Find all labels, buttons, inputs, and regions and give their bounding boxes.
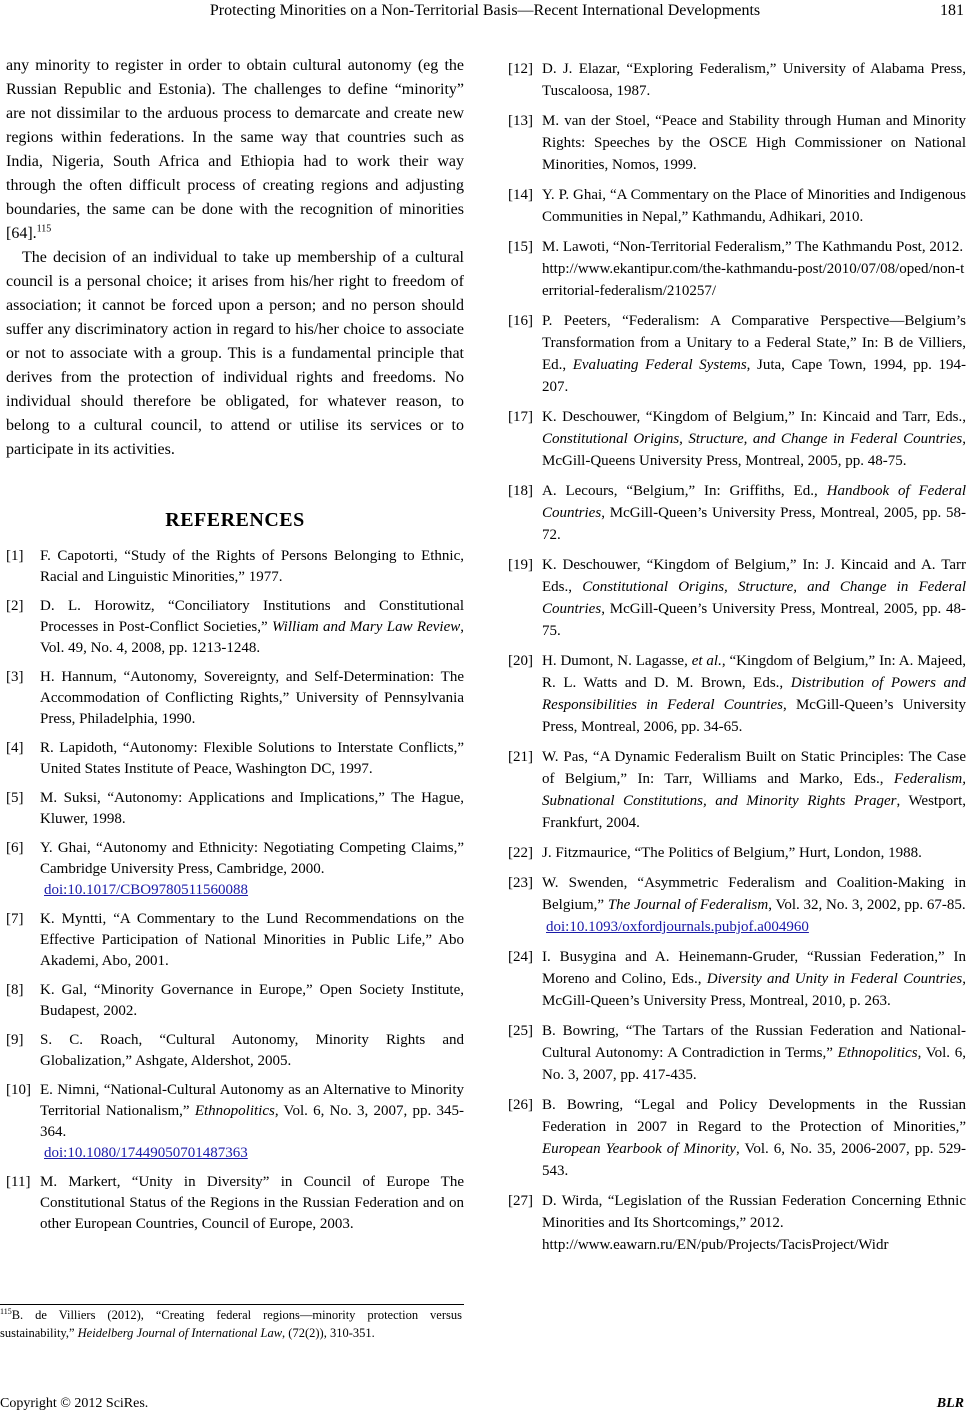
reference-item: [12] D. J. Elazar, “Exploring Federalism,” University of Alabama Press, Tuscaloosa, 1987.	[508, 61, 966, 99]
copyright-notice: Copyright © 2012 SciRes.	[0, 1396, 149, 1411]
running-header	[0, 2, 970, 26]
reference-item: [24] I. Busygina and A. Heinemann-Gruder, “Russian Federation,” In Moreno and Colino, Eds., Diversity and Unity in Federal Countries, McGill-Queen’s University Press, Montreal, 2010, p. 263.	[508, 949, 966, 1009]
reference-item: [3] H. Hannum, “Autonomy, Sovereignty, and Self-Determination: The Accommodation of Conflicting Rights,” University of Pennsylvania Press, Philadelphia, 1990.	[6, 669, 464, 727]
reference-item: [20] H. Dumont, N. Lagasse, et al., “Kingdom of Belgium,” In: A. Majeed, R. L. Watts and D. M. Brown, Eds., Distribution of Powers and Responsibilities in Federal Countries, McGill-Queen’s University Press, Montreal, 2006, pp. 34-65.	[508, 653, 967, 735]
journal-abbrev: BLR	[936, 1396, 964, 1411]
reference-item: [23] W. Swenden, “Asymmetric Federalism and Coalition-Making in Belgium,” The Journal of Federalism, Vol. 32, No. 3, 2002, pp. 67-85. doi:10.1093/oxfordjournals.pubjof.a004960	[508, 872, 966, 938]
reference-item: [7] K. Myntti, “A Commentary to the Lund Recommendations on the Effective Participation of National Minorities in Public Life,” Abo Akademi, Abo, 2001.	[6, 911, 464, 969]
body-paragraph-2: The decision of an individual to take up membership of a cultural council is a personal choice; it arises from his/her right to freedom of association; it cannot be forced upon a person; and no person should suffer any discriminatory action in regard to his/her choice to associate or not to associate with a group. This is a fundamental principle that derives from the protection of individual rights and freedoms. No individual should therefore be obligated, for whatever reason, to belong to a cultural council, to attend or utilise its services or to participate in its activities.	[6, 249, 464, 458]
reference-item: [11] M. Markert, “Unity in Diversity” in Council of Europe The Constitutional Status of the Regions in the Russian Federation and on other European Countries, Council of Europe, 2003.	[6, 1174, 464, 1232]
doi-link[interactable]: doi:10.1093/oxfordjournals.pubjof.a004960	[546, 919, 809, 935]
url-text: http://www.ekantipur.com/the-kathmandu-post/2010/07/08/oped/non-territorial-federalism/210257/	[542, 261, 965, 299]
reference-item: [1] F. Capotorti, “Study of the Rights of Persons Belonging to Ethnic, Racial and Linguistic Minorities,” 1977.	[6, 548, 464, 585]
reference-item: [25] B. Bowring, “The Tartars of the Russian Federation and National-Cultural Autonomy: A Contradiction in Terms,” Ethnopolitics, Vol. 6, No. 3, 2007, pp. 417-435.	[508, 1023, 966, 1083]
reference-item: [13] M. van der Stoel, “Peace and Stability through Human and Minority Rights: Speeches by the OSCE High Commissioner on National Minorities, Nomos, 1999.	[508, 113, 966, 173]
reference-item: [26] B. Bowring, “Legal and Policy Developments in the Russian Federation in 2007 in Regard to the Protection of Minorities,” European Yearbook of Minority, Vol. 6, No. 35, 2006-2007, pp. 529-543.	[508, 1097, 966, 1179]
footnote: $^{115}$B. de Villiers (2012), “Creating federal regions—minority protection versus sustainability,” Heidelberg Journal of International Law, (72(2)), 310-351.	[0, 1306, 462, 1340]
reference-item: [4] R. Lapidoth, “Autonomy: Flexible Solutions to Interstate Conflicts,” United States Institute of Peace, Washington DC, 1997.	[6, 740, 464, 777]
reference-item: [14] Y. P. Ghai, “A Commentary on the Place of Minorities and Indigenous Communities in Nepal,” Kathmandu, Adhikari, 2010.	[508, 187, 966, 225]
reference-item: [19] K. Deschouwer, “Kingdom of Belgium,” In: J. Kincaid and A. Tarr Eds., Constitutional Origins, Structure, and Change in Federal Countries, McGill-Queen’s University Press, Montreal, 2005, pp. 48-75.	[508, 557, 967, 639]
reference-item: [27] D. Wirda, “Legislation of the Russian Federation Concerning Ethnic Minorities and Its Shortcomings,” 2012. http://www.eawarn.ru/EN/pub/Projects/TacisProject/Widr	[508, 1193, 966, 1253]
body-paragraph-1: any minority to register in order to obtain cultural autonomy (eg the Russian Republic and Estonia). The challenges to define “minority” are not dissimilar to the arduous process to demarcate and create new regions within federations. In the same way that countries such as India, Nigeria, South Africa and Ethiopia had to work their way through the often difficult process of creating regions and adjusting boundaries, the same can be done with the recognition of minorities [64].$^{115}$	[6, 57, 464, 242]
reference-item: [5] M. Suksi, “Autonomy: Applications and Implications,” The Hague, Kluwer, 1998.	[6, 790, 464, 827]
reference-item: [10] E. Nimni, “National-Cultural Autonomy as an Alternative to Minority Territorial Nationalism,” Ethnopolitics, Vol. 6, No. 3, 2007, pp. 345-364. doi:10.1080/17449050701487363	[6, 1080, 464, 1164]
reference-item: [22] J. Fitzmaurice, “The Politics of Belgium,” Hurt, London, 1988.	[508, 845, 922, 861]
running-title: Protecting Minorities on a Non-Territorial Basis—Recent International Developments	[209, 2, 761, 19]
doi-link[interactable]: doi:10.1017/CBO9780511560088	[44, 882, 249, 898]
footnote-rule	[0, 1304, 464, 1305]
reference-item: [8] K. Gal, “Minority Governance in Europe,” Open Society Institute, Budapest, 2002.	[6, 982, 464, 1019]
reference-item: [21] W. Pas, “A Dynamic Federalism Built on Static Principles: The Case of Belgium,” In: Tarr, Williams and Marko, Eds., Federalism, Subnational Constitutions, and Minority Rights Prager, Westport, Frankfurt, 2004.	[508, 749, 967, 831]
footnote-ref: 115	[36, 223, 52, 235]
reference-item: [18] A. Lecours, “Belgium,” In: Griffiths, Ed., Handbook of Federal Countries, McGill-Queen’s University Press, Montreal, 2005, pp. 58-72.	[508, 483, 967, 543]
reference-item: [15] M. Lawoti, “Non-Territorial Federalism,” The Kathmandu Post, 2012. http://www.ekantipur.com/the-kathmandu-post/2010/07/08/oped/non-territorial-federalism/210257/	[508, 239, 965, 299]
reference-item: [17] K. Deschouwer, “Kingdom of Belgium,” In: Kincaid and Tarr, Eds., Constitutional Origins, Structure, and Change in Federal Countries, McGill-Queens University Press, Montreal, 2005, pp. 48-75.	[508, 409, 966, 469]
references-heading: REFERENCES	[165, 509, 305, 531]
reference-item: [2] D. L. Horowitz, “Conciliatory Institutions and Constitutional Processes in Post-Conflict Societies,” William and Mary Law Review, Vol. 49, No. 4, 2008, pp. 1213-1248.	[6, 598, 464, 656]
left-column	[6, 54, 464, 1243]
reference-item: [9] S. C. Roach, “Cultural Autonomy, Minority Rights and Globalization,” Ashgate, Aldershot, 2005.	[6, 1032, 464, 1069]
page-number: 181	[940, 2, 964, 19]
right-column	[508, 58, 966, 1264]
reference-item: [6] Y. Ghai, “Autonomy and Ethnicity: Negotiating Competing Claims,” Cambridge University Press, Cambridge, 2000. doi:10.1017/CBO9780511560088	[6, 838, 464, 901]
doi-link[interactable]: doi:10.1080/17449050701487363	[44, 1145, 248, 1161]
url-text: http://www.eawarn.ru/EN/pub/Projects/TacisProject/Widr	[542, 1237, 889, 1253]
reference-item: [16] P. Peeters, “Federalism: A Comparative Perspective—Belgium’s Transformation from a Unitary to a Federal State,” In: B de Villiers, Ed., Evaluating Federal Systems, Juta, Cape Town, 1994, pp. 194-207.	[508, 313, 966, 395]
